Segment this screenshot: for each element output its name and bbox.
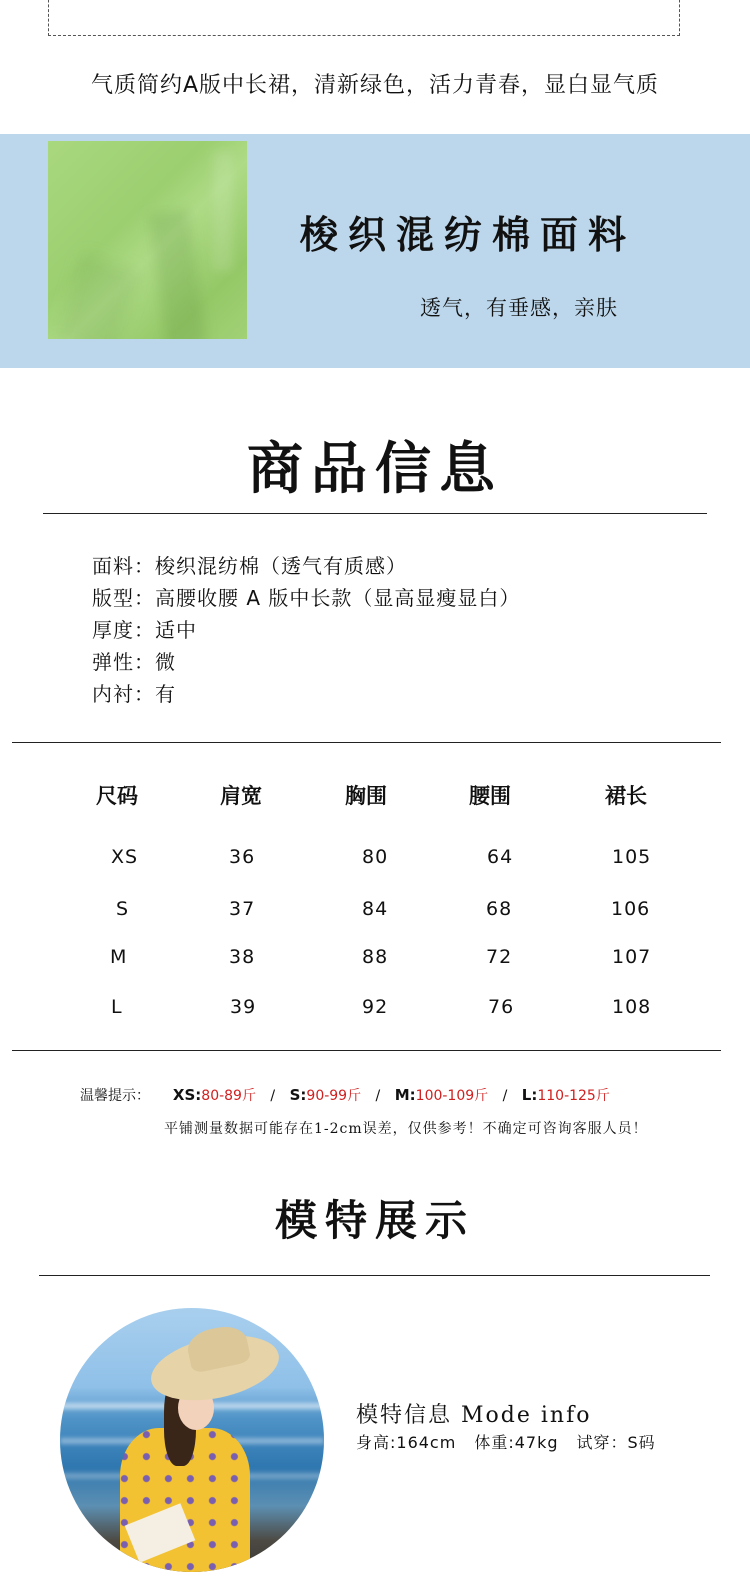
divider bbox=[39, 1275, 710, 1276]
intro-text: 气质简约A版中长裙，清新绿色，活力青春，显白显气质 bbox=[90, 73, 660, 98]
size-cell: 37 bbox=[229, 898, 256, 920]
model-info-title: 模特信息 Mode info bbox=[356, 1403, 592, 1428]
size-header: 肩宽 bbox=[220, 784, 262, 808]
size-cell: 76 bbox=[488, 996, 515, 1018]
top-dotted-frame bbox=[48, 0, 680, 36]
size-cell: XS bbox=[111, 846, 139, 868]
size-header: 裙长 bbox=[605, 784, 647, 808]
size-cell: 92 bbox=[362, 996, 389, 1018]
size-cell: 68 bbox=[486, 898, 513, 920]
model-height: 身高:164cm bbox=[356, 1433, 457, 1452]
size-tip: 温馨提示： XS:80-89斤 / S:90-99斤 / M:100-109斤 / L:110-125斤 bbox=[80, 1086, 610, 1104]
size-cell: 106 bbox=[611, 898, 651, 920]
size-cell: 84 bbox=[362, 898, 389, 920]
divider bbox=[12, 1050, 721, 1051]
fabric-banner bbox=[0, 134, 750, 368]
size-header: 胸围 bbox=[345, 784, 387, 808]
spec-row-fabric: 面料：梭织混纺棉（透气有质感） bbox=[92, 554, 407, 578]
measurement-note: 平铺测量数据可能存在1-2cm误差，仅供参考！不确定可咨询客服人员！ bbox=[164, 1121, 648, 1137]
spec-row-elasticity: 弹性：微 bbox=[92, 650, 176, 674]
size-cell: 72 bbox=[486, 946, 513, 968]
size-cell: 80 bbox=[362, 846, 389, 868]
model-weight: 体重:47kg bbox=[474, 1433, 559, 1452]
size-cell: M bbox=[110, 946, 128, 968]
size-cell: 88 bbox=[362, 946, 389, 968]
spec-row-thickness: 厚度：适中 bbox=[92, 618, 197, 642]
fabric-subtitle: 透气，有垂感，亲肤 bbox=[420, 296, 618, 320]
product-info-title: 商品信息 bbox=[247, 436, 503, 502]
tip-label: 温馨提示： bbox=[80, 1088, 150, 1104]
model-section-title: 模特展示 bbox=[274, 1196, 475, 1245]
spec-row-fit: 版型：高腰收腰 A 版中长款（显高显瘦显白） bbox=[92, 586, 521, 610]
size-cell: L bbox=[111, 996, 123, 1018]
size-cell: S bbox=[116, 898, 130, 920]
size-cell: 39 bbox=[230, 996, 257, 1018]
divider bbox=[43, 513, 707, 514]
size-cell: 38 bbox=[229, 946, 256, 968]
size-cell: 107 bbox=[612, 946, 652, 968]
size-cell: 36 bbox=[229, 846, 256, 868]
model-info-details bbox=[356, 1430, 656, 1453]
model-fit-size: 试穿：S码 bbox=[576, 1433, 656, 1452]
fabric-title: 梭织混纺棉面料 bbox=[300, 212, 637, 257]
size-cell: 108 bbox=[612, 996, 652, 1018]
spec-row-lining: 内衬：有 bbox=[92, 682, 176, 706]
divider bbox=[12, 742, 721, 743]
fabric-swatch-image bbox=[48, 141, 247, 339]
size-cell: 64 bbox=[487, 846, 514, 868]
model-photo bbox=[60, 1308, 324, 1572]
spec-list bbox=[92, 550, 520, 710]
size-cell: 105 bbox=[612, 846, 652, 868]
size-header: 尺码 bbox=[96, 784, 138, 808]
size-header: 腰围 bbox=[469, 784, 511, 808]
